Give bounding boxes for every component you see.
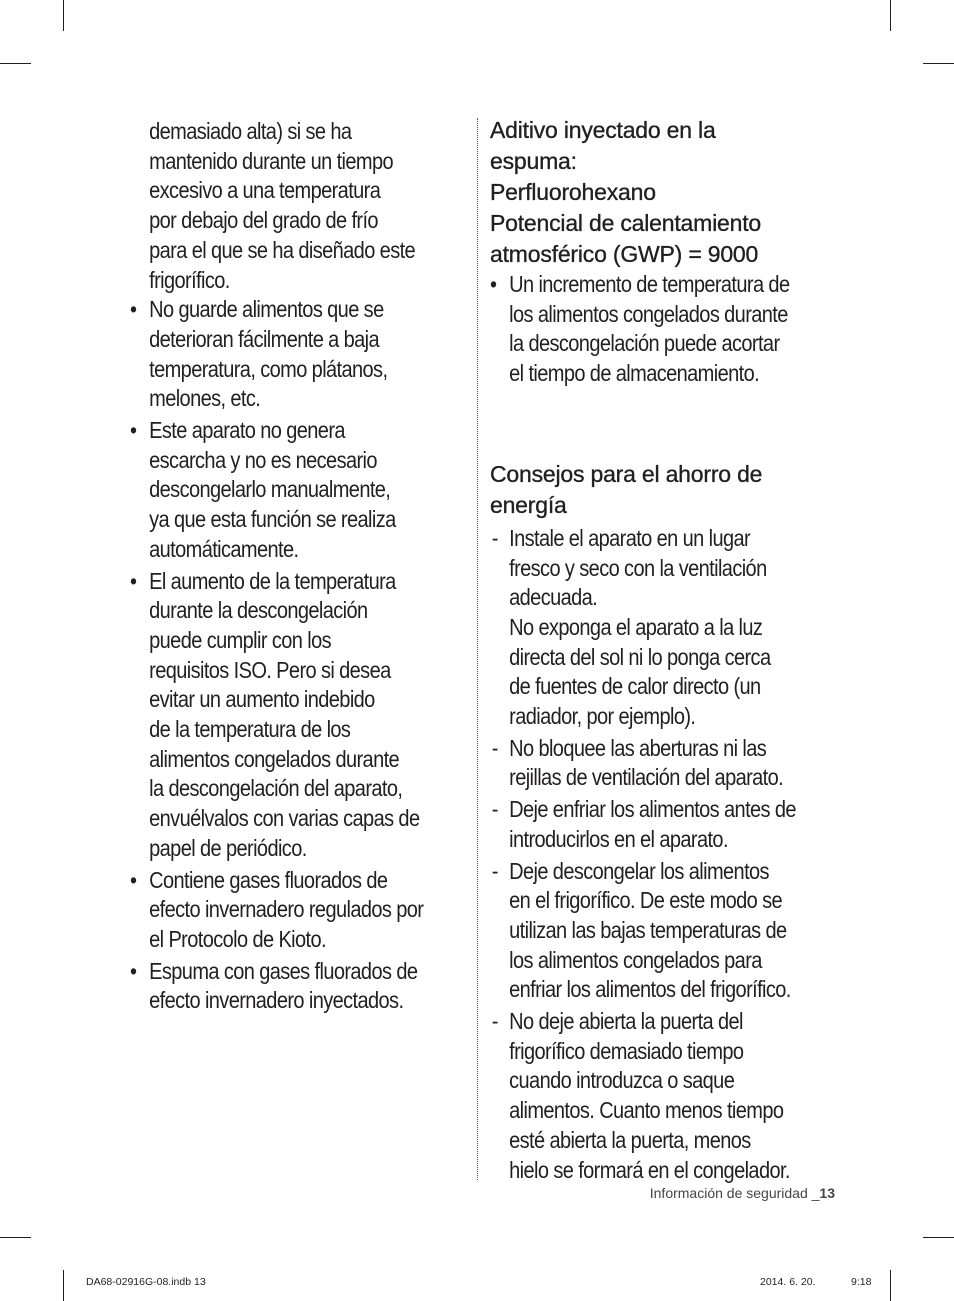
text-line: el Protocolo de Kioto. <box>149 925 326 952</box>
bullet-item <box>130 957 469 1016</box>
text-line: El aumento de la temperatura <box>149 567 396 594</box>
text-line: excesivo a una temperatura <box>149 177 381 204</box>
text-line: la descongelación del aparato, <box>149 775 403 802</box>
list-marker: • <box>130 866 137 893</box>
print-time: 9:18 <box>851 1276 872 1288</box>
text-line: en el frigorífico. De este modo se <box>509 887 783 914</box>
text-line: de la temperatura de los <box>149 716 351 743</box>
text-line: frigorífico. <box>149 266 230 293</box>
crop-mark <box>0 1237 31 1238</box>
page-number: 13 <box>819 1185 835 1201</box>
text-line: escarcha y no es necesario <box>149 446 377 473</box>
text-line: alimentos congelados durante <box>149 745 400 772</box>
list-marker: • <box>490 271 497 297</box>
text-line: temperatura, como plátanos, <box>149 355 388 382</box>
text-line: No bloquee las aberturas ni las <box>509 734 767 761</box>
list-marker: • <box>130 296 137 323</box>
crop-mark <box>0 63 31 64</box>
text-line: Contiene gases fluorados de <box>149 866 388 893</box>
text-line: Consejos para el ahorro de <box>490 460 763 487</box>
left-column <box>130 117 470 1018</box>
text-line: atmosférico (GWP) = 9000 <box>490 241 759 267</box>
safety-bullet-list <box>130 295 469 1016</box>
list-marker: • <box>130 957 137 984</box>
text-line: Deje descongelar los alimentos <box>509 857 769 884</box>
text-line: papel de periódico. <box>149 834 307 861</box>
crop-mark <box>890 0 891 31</box>
text-line: rejillas de ventilación del aparato. <box>509 764 784 791</box>
list-marker: - <box>491 1008 498 1035</box>
list-marker: • <box>130 567 137 594</box>
text-line: demasiado alta) si se ha <box>149 118 352 144</box>
text-line: deterioran fácilmente a baja <box>149 325 380 352</box>
text-line: de fuentes de calor directo (un <box>509 673 761 700</box>
text-line: Deje enfriar los alimentos antes de <box>509 796 796 823</box>
text-line: ya que esta función se realiza <box>149 506 396 533</box>
text-line: No exponga el aparato a la luz <box>509 613 763 640</box>
text-line: evitar un aumento indebido <box>149 686 375 713</box>
text-line: efecto invernadero regulados por <box>149 896 424 923</box>
energy-tip-item <box>490 857 841 1006</box>
text-line: los alimentos congelados para <box>509 946 762 973</box>
list-marker: - <box>491 524 498 551</box>
text-line: utilizan las bajas temperaturas de <box>509 916 787 943</box>
crop-mark <box>923 1237 954 1238</box>
text-line: esté abierta la puerta, menos <box>509 1126 751 1153</box>
section-title: Información de seguridad _ <box>649 1185 820 1201</box>
text-line: efecto invernadero inyectados. <box>149 987 404 1014</box>
energy-tip-item <box>490 524 841 732</box>
column-divider <box>477 118 478 1180</box>
additive-bullet-list <box>490 270 841 389</box>
text-line: melones, etc. <box>149 385 261 412</box>
text-line: Este aparato no genera <box>149 417 345 444</box>
text-line: alimentos. Cuanto menos tiempo <box>509 1097 784 1124</box>
bullet-item <box>130 416 469 565</box>
text-line: el tiempo de almacenamiento. <box>509 360 760 387</box>
text-line: enfriar los alimentos del frigorífico. <box>509 976 791 1003</box>
bullet-item <box>490 270 841 389</box>
file-slug: DA68-02916G-08.indb 13 <box>86 1276 206 1288</box>
text-line: Aditivo inyectado en la <box>490 117 716 143</box>
text-line: envuélvalos con varias capas de <box>149 805 420 832</box>
energy-tip-item <box>490 1007 841 1185</box>
text-line: energía <box>490 491 567 518</box>
left-body <box>130 117 469 1016</box>
print-date: 2014. 6. 20. <box>760 1276 816 1288</box>
text-line: Espuma con gases fluorados de <box>149 957 418 984</box>
text-line: fresco y seco con la ventilación <box>509 554 767 581</box>
text-line: mantenido durante un tiempo <box>149 147 394 174</box>
crop-mark <box>63 1270 64 1301</box>
text-line: para el que se ha diseñado este <box>149 236 416 263</box>
text-line: hielo se formará en el congelador. <box>509 1156 790 1183</box>
crop-mark <box>63 0 64 31</box>
text-line: espuma: <box>490 148 577 174</box>
text-line: puede cumplir con los <box>149 626 332 653</box>
additive-heading <box>490 115 842 270</box>
energy-tip-item <box>490 795 841 854</box>
text-line: los alimentos congelados durante <box>509 300 788 327</box>
text-line: directa del sol ni lo ponga cerca <box>509 643 771 670</box>
crop-mark <box>923 63 954 64</box>
list-marker: • <box>130 417 137 444</box>
crop-mark <box>890 1270 891 1301</box>
right-column <box>490 115 842 1187</box>
text-line: adecuada. <box>509 584 598 611</box>
text-line: por debajo del grado de frío <box>149 207 378 234</box>
bullet-item <box>130 295 469 414</box>
list-marker: - <box>491 734 498 761</box>
text-line: requisitos ISO. Pero si desea <box>149 656 391 683</box>
text-line: frigorífico demasiado tiempo <box>509 1037 744 1064</box>
text-line: Instale el aparato en un lugar <box>509 524 751 551</box>
text-line: durante la descongelación <box>149 597 368 624</box>
energy-tip-item <box>490 734 841 793</box>
list-marker: - <box>491 857 498 884</box>
text-line: Un incremento de temperatura de <box>509 271 790 297</box>
bullet-item <box>130 866 469 955</box>
text-line: introducirlos en el aparato. <box>509 825 728 852</box>
intro-paragraph <box>149 117 469 295</box>
bullet-item <box>130 567 469 864</box>
text-line: Potencial de calentamiento <box>490 210 761 236</box>
running-footer <box>650 1185 835 1201</box>
list-marker: - <box>491 796 498 823</box>
text-line: No deje abierta la puerta del <box>509 1008 743 1035</box>
text-line: automáticamente. <box>149 535 299 562</box>
text-line: Perfluorohexano <box>490 179 656 205</box>
energy-tips-list <box>490 524 841 1185</box>
text-line: radiador, por ejemplo). <box>509 703 696 730</box>
energy-saving-heading <box>490 459 842 521</box>
text-line: la descongelación puede acortar <box>509 330 780 357</box>
text-line: descongelarlo manualmente, <box>149 476 391 503</box>
text-line: cuando introduzca o saque <box>509 1067 735 1094</box>
text-line: No guarde alimentos que se <box>149 296 384 323</box>
